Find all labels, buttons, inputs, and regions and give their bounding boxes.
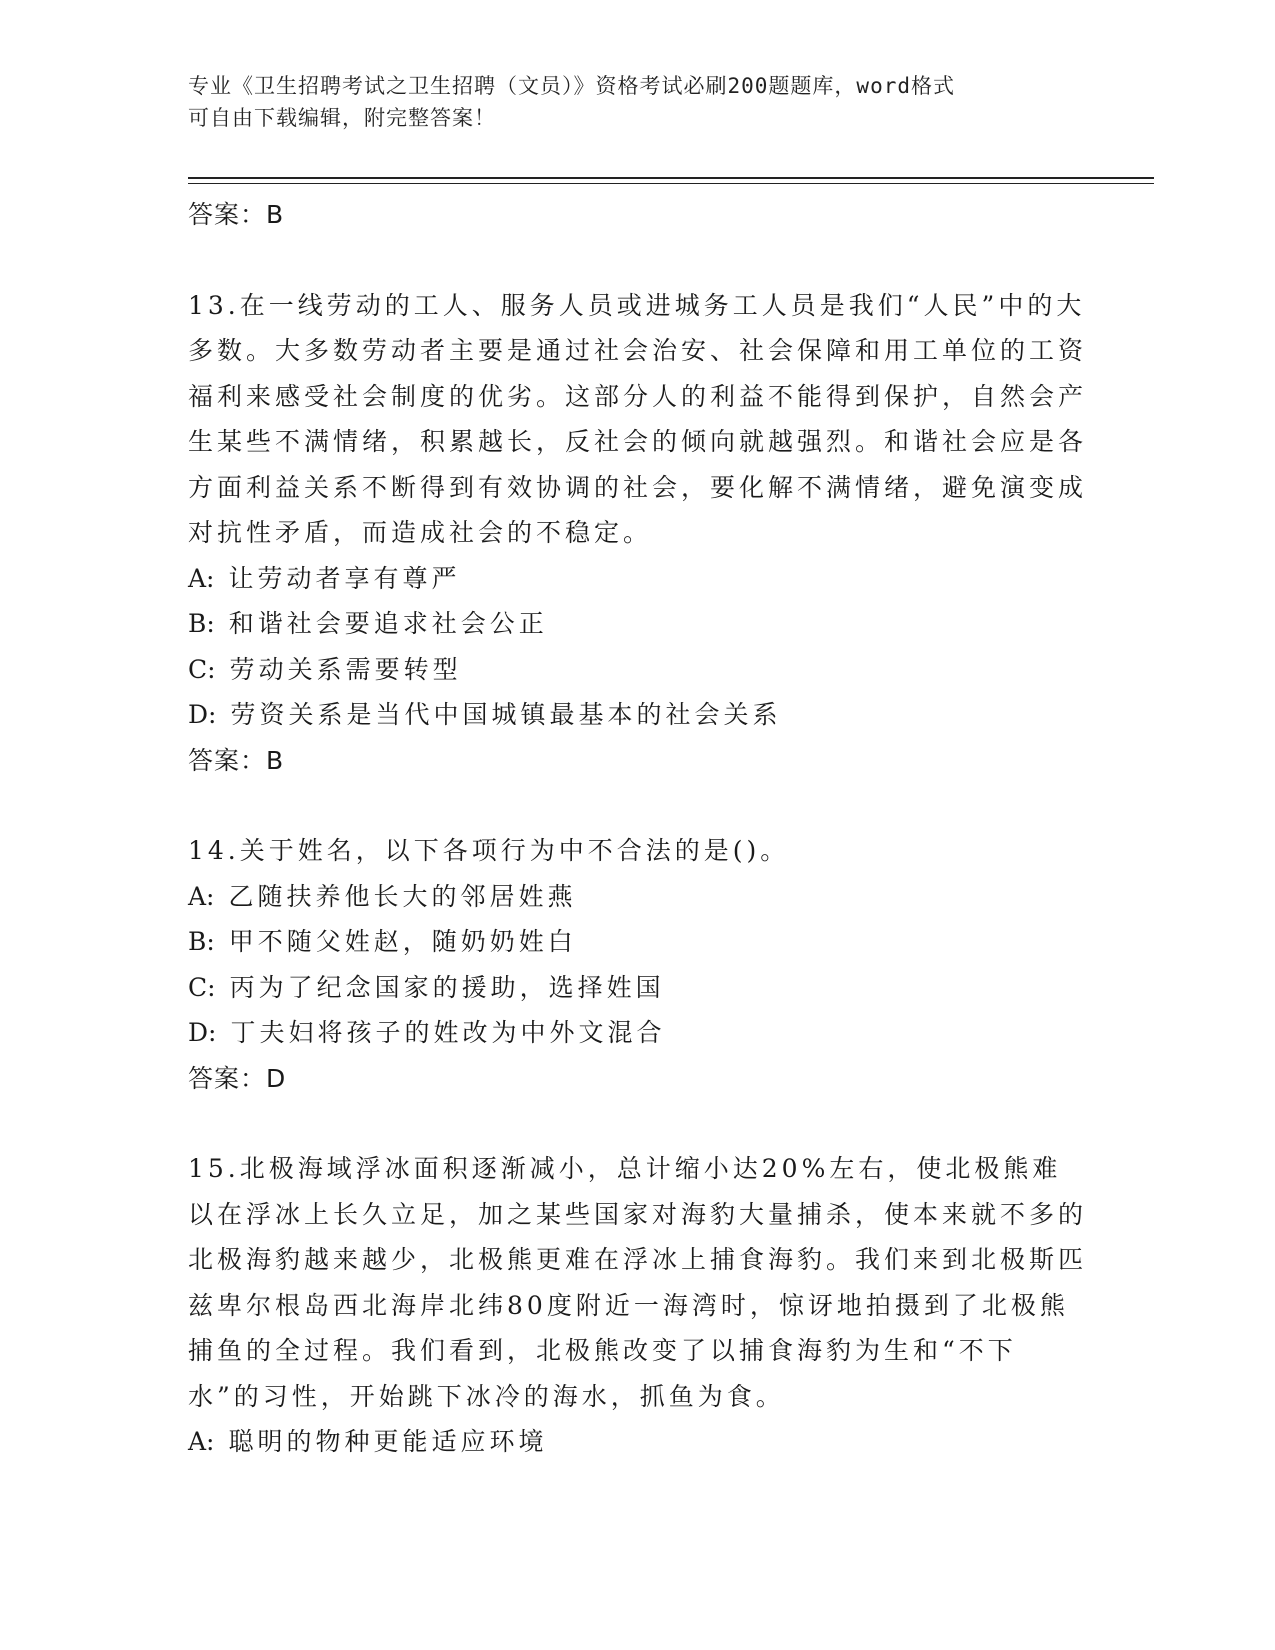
question-15 xyxy=(188,1146,1088,1465)
question-15-option-a xyxy=(188,1419,1088,1465)
option-text: 乙随扶养他长大的邻居姓燕 xyxy=(228,881,577,911)
question-14-option-c xyxy=(188,965,1088,1011)
spacer xyxy=(188,1101,1088,1146)
header-line-1: 专业《卫生招聘考试之卫生招聘（文员）》资格考试必刷200题题库，word格式 xyxy=(188,74,955,98)
header-divider-thick xyxy=(188,177,1154,179)
question-13-number: 13. xyxy=(188,290,240,320)
question-14-number: 14. xyxy=(188,836,240,865)
option-letter: D: xyxy=(188,1018,217,1047)
question-14-option-d xyxy=(188,1010,1088,1056)
option-letter: A: xyxy=(188,1427,215,1456)
question-14 xyxy=(188,828,1088,1101)
question-14-answer: 答案：D xyxy=(188,1063,287,1093)
question-15-number: 15. xyxy=(188,1154,240,1183)
question-13-option-b xyxy=(188,601,1088,647)
question-14-body: 关于姓名，以下各项行为中不合法的是()。 xyxy=(239,836,790,865)
question-13-option-a xyxy=(188,556,1088,602)
option-letter: B: xyxy=(188,927,215,956)
option-text: 聪明的物种更能适应环境 xyxy=(228,1427,548,1456)
option-text: 丙为了纪念国家的援助，选择姓国 xyxy=(229,972,665,1002)
option-letter: A: xyxy=(188,563,215,593)
question-14-option-b xyxy=(188,919,1088,965)
question-15-text xyxy=(188,1146,1088,1419)
question-15-body: 北极海域浮冰面积逐渐减小，总计缩小达20%左右，使北极熊难以在浮冰上长久立足，加之某些国家对海豹大量捕杀，使本来就不多的北极海豹越来越少，北极熊更难在浮冰上捕食海豹。我们来到北极斯匹兹卑尔根岛西北海岸北纬80度附近一海湾时，惊讶地拍摄到了北极熊捕鱼的全过程。我们看到，北极熊改变了以捕食海豹为生和“不下水”的习性，开始跳下冰冷的海水，抓鱼为食。 xyxy=(188,1154,1088,1411)
option-text: 让劳动者享有尊严 xyxy=(228,563,461,593)
option-letter: B: xyxy=(188,609,215,638)
option-letter: C: xyxy=(188,972,216,1002)
question-13-option-d xyxy=(188,692,1088,738)
option-text: 劳动关系需要转型 xyxy=(229,654,462,684)
question-13 xyxy=(188,283,1088,784)
spacer xyxy=(188,783,1088,828)
previous-answer: 答案：B xyxy=(188,200,285,229)
option-text: 和谐社会要追求社会公正 xyxy=(228,609,548,638)
option-letter: D: xyxy=(188,700,217,729)
option-letter: A: xyxy=(188,881,215,911)
spacer xyxy=(188,238,1088,283)
question-13-body: 在一线劳动的工人、服务人员或进城务工人员是我们“人民”中的大多数。大多数劳动者主要是通过社会治安、社会保障和用工单位的工资福利来感受社会制度的优劣。这部分人的利益不能得到保护，自然会产生某些不满情绪，积累越长，反社会的倾向就越强烈。和谐社会应是各方面利益关系不断得到有效协调的社会，要化解不满情绪，避免演变成对抗性矛盾，而造成社会的不稳定。 xyxy=(188,290,1088,547)
option-letter: C: xyxy=(188,654,216,684)
question-13-option-c xyxy=(188,647,1088,693)
question-14-option-a xyxy=(188,874,1088,920)
page-header xyxy=(188,70,1068,134)
document-body xyxy=(188,192,1088,1465)
header-divider-thin xyxy=(188,183,1154,184)
option-text: 劳资关系是当代中国城镇最基本的社会关系 xyxy=(230,700,782,729)
question-13-answer: 答案：B xyxy=(188,745,285,775)
option-text: 丁夫妇将孩子的姓改为中外文混合 xyxy=(230,1018,666,1047)
option-text: 甲不随父姓赵，随奶奶姓白 xyxy=(228,927,577,956)
question-14-text xyxy=(188,828,1088,874)
question-13-text xyxy=(188,283,1088,556)
header-line-2: 可自由下载编辑，附完整答案！ xyxy=(188,106,496,130)
